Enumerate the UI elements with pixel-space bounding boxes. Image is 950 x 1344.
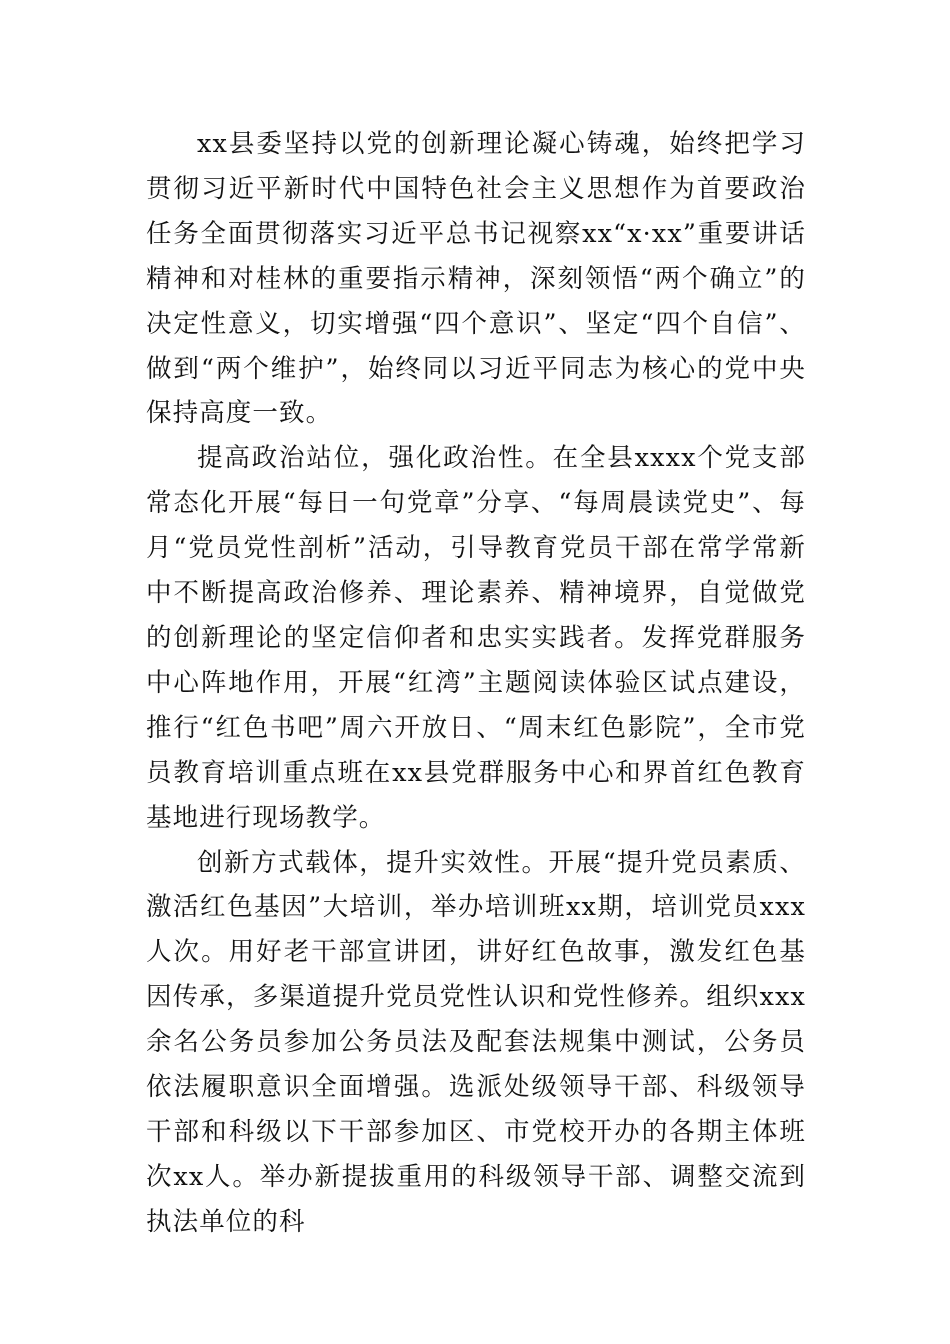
paragraph-innovation-methods: 创新方式载体，提升实效性。开展“提升党员素质、激活红色基因”大培训，举办培训班xx期，培训党员xxx人次。用好老干部宣讲团，讲好红色故事，激发红色基因传承，多渠道提升党员党性认识和党性修养。组织xxx余名公务员参加公务员法及配套法规集中测试，公务员依法履职意识全面增强。选派处级领导干部、科级领导干部和科级以下干部参加区、市党校开办的各期主体班次xx人。举办新提拔重用的科级领导干部、调整交流到执法单位的科 (146, 847, 806, 1237)
document-page (146, 122, 806, 1245)
paragraph-political-stance: 提高政治站位，强化政治性。在全县xxxx个党支部常态化开展“每日一句党章”分享、“每周晨读党史”、每月“党员党性剖析”活动，引导教育党员干部在常学常新中不断提高政治修养、理论素养、精神境界，自觉做党的创新理论的坚定信仰者和忠实实践者。发挥党群服务中心阵地作用，开展“红湾”主题阅读体验区试点建设，推行“红色书吧”周六开放日、“周末红色影院”，全市党员教育培训重点班在xx县党群服务中心和界首红色教育基地进行现场教学。 (146, 443, 806, 833)
paragraph-party-theory: xx县委坚持以党的创新理论凝心铸魂，始终把学习贯彻习近平新时代中国特色社会主义思想作为首要政治任务全面贯彻落实习近平总书记视察xx“x·xx”重要讲话精神和对桂林的重要指示精神，深刻领悟“两个确立”的决定性意义，切实增强“四个意识”、坚定“四个自信”、做到“两个维护”，始终同以习近平同志为核心的党中央保持高度一致。 (146, 129, 806, 429)
